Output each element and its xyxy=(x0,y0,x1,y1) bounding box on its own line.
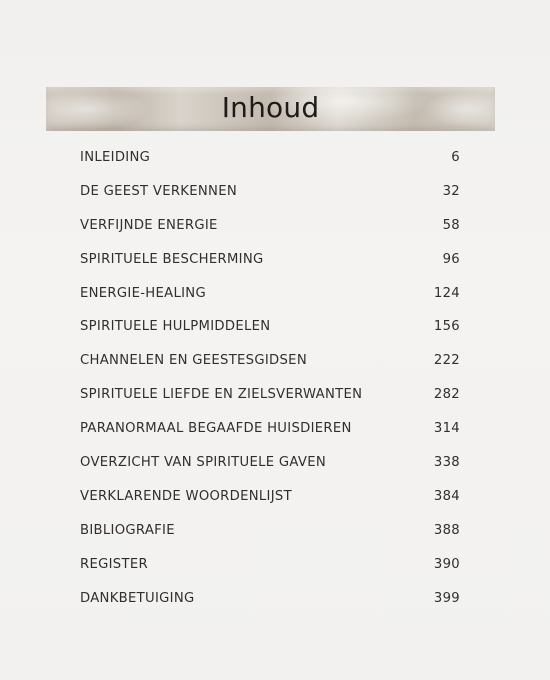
toc-entry-page: 6 xyxy=(451,150,460,165)
toc-entry-page: 390 xyxy=(433,556,460,572)
toc-entry[interactable] xyxy=(80,246,460,280)
toc-entry[interactable] xyxy=(80,381,460,415)
toc-entry-label: PARANORMAAL BEGAAFDE HUISDIEREN xyxy=(80,421,352,437)
toc-entry[interactable] xyxy=(80,449,460,483)
toc-entry-label: CHANNELEN EN GEESTESGIDSEN xyxy=(80,353,307,369)
toc-entry-page: 384 xyxy=(433,488,460,504)
toc-entry-label: ENERGIE-HEALING xyxy=(80,285,206,301)
toc-entry-page: 314 xyxy=(433,421,460,437)
toc-entry-page: 399 xyxy=(433,590,460,606)
toc-entry[interactable] xyxy=(80,585,460,619)
toc-entry[interactable] xyxy=(80,517,460,551)
toc-entry[interactable] xyxy=(80,551,460,585)
toc-entry-page: 58 xyxy=(442,217,460,233)
toc-entry-label: REGISTER xyxy=(80,556,148,572)
toc-entry-label: SPIRITUELE BESCHERMING xyxy=(80,251,264,267)
toc-entry-label: BIBLIOGRAFIE xyxy=(80,522,175,538)
toc-entry-page: 282 xyxy=(433,387,460,403)
toc-entry-label: OVERZICHT VAN SPIRITUELE GAVEN xyxy=(80,455,327,471)
toc-entry[interactable] xyxy=(80,280,460,314)
page-title: Inhoud xyxy=(221,91,320,124)
toc-entry-label: VERFIJNDE ENERGIE xyxy=(80,217,218,233)
toc-entry-label: DANKBETUIGING xyxy=(80,590,195,606)
toc-entry[interactable] xyxy=(80,178,460,212)
toc-entry-page: 338 xyxy=(433,455,460,471)
toc-entry-label: VERKLARENDE WOORDENLIJST xyxy=(80,488,292,504)
toc-entry[interactable] xyxy=(80,144,460,178)
title-banner xyxy=(46,87,495,131)
toc-entry[interactable] xyxy=(80,347,460,381)
toc-entry-label: INLEIDING xyxy=(80,150,151,165)
toc-entry-label: SPIRITUELE HULPMIDDELEN xyxy=(80,319,271,335)
toc-entry-page: 32 xyxy=(442,183,460,199)
toc-entry-page: 124 xyxy=(433,285,460,301)
toc-entry-label: DE GEEST VERKENNEN xyxy=(80,183,238,199)
toc-entry-label: SPIRITUELE LIEFDE EN ZIELSVERWANTEN xyxy=(80,387,363,403)
toc-entry-page: 96 xyxy=(442,251,460,267)
toc-entry[interactable] xyxy=(80,415,460,449)
toc-entry-page: 222 xyxy=(433,353,460,369)
toc-entry[interactable] xyxy=(80,313,460,347)
table-of-contents xyxy=(80,144,460,618)
toc-entry[interactable] xyxy=(80,483,460,517)
toc-entry[interactable] xyxy=(80,212,460,246)
toc-entry-page: 156 xyxy=(433,319,460,335)
toc-entry-page: 388 xyxy=(433,522,460,538)
